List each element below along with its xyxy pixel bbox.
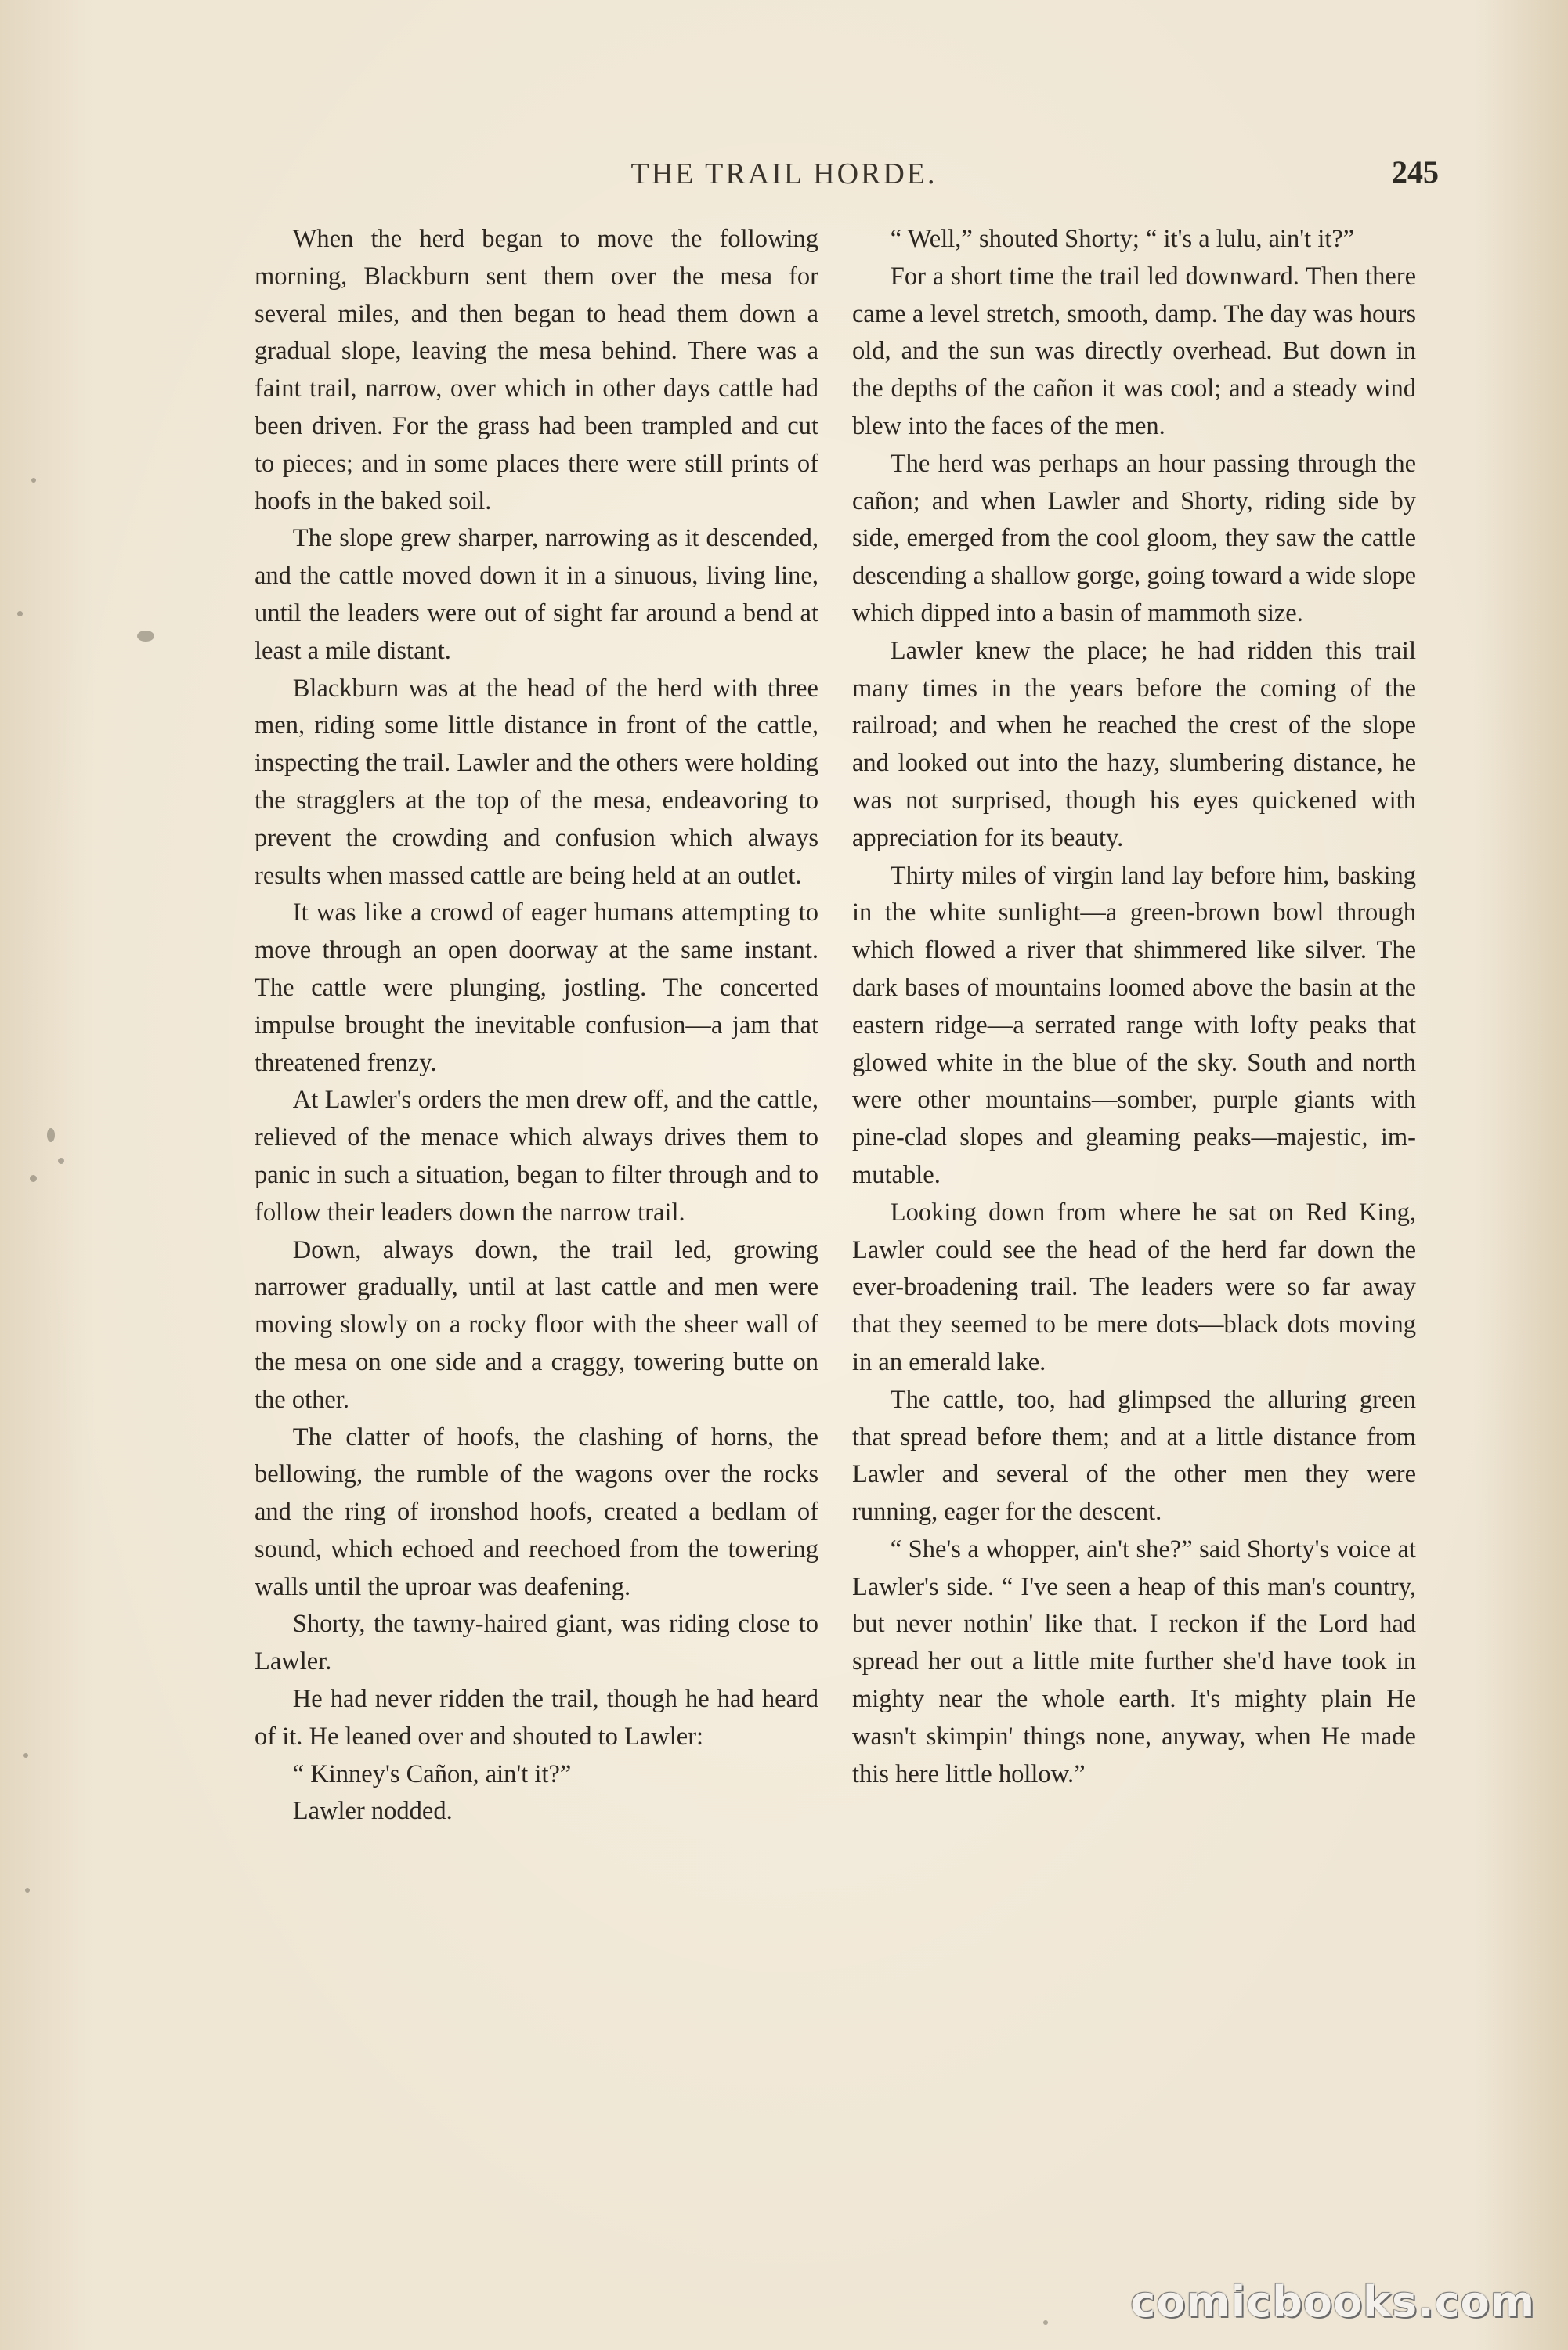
paper-speck (25, 1888, 30, 1893)
paper-speck (30, 1175, 37, 1182)
paragraph: “ Well,” shouted Shorty; “ it's a lulu, ain't it?” (890, 225, 1355, 253)
paragraph: Down, always down, the trail led, growing narrower gradually, until at last cattle and men were moving slowly on a rocky floor with the sheer wall of the mesa on one side and a craggy, towering butte on the other. (255, 1235, 818, 1414)
right-column (852, 221, 1416, 1793)
paragraph: The clatter of hoofs, the clashing of horns, the bellowing, the rumble of the wagons over the rocks and the ring of ironshod hoofs, created a bedlam of sound, which echoed and reechoed from the towering walls until the uproar was deafening. (255, 1423, 818, 1601)
paper-speck (137, 631, 154, 642)
paragraph: Shorty, the tawny-haired giant, was riding close to Lawler. (255, 1610, 818, 1676)
paragraph: “ Kinney's Cañon, ain't it?” (292, 1759, 572, 1788)
paragraph: It was like a crowd of eager humans attempting to move through an open doorway at the same instant. The cattle were plunging, jostling. The concerted impulse brought the inevitable confusion—a jam that threatened frenzy. (255, 898, 818, 1077)
paper-speck (31, 478, 36, 483)
paragraph: Lawler knew the place; he had ridden this trail many times in the years before the coming of the railroad; and when he reached the crest of the slope and looked out into the hazy, slumbering distance, he was not surprised, though his eyes quickened with appreciation for its beauty. (852, 636, 1416, 852)
paragraph: When the herd began to move the following morning, Blackburn sent them over the mesa for several miles, and then began to head them down a gradual slope, leaving the mesa behind. There was a faint trail, narrow, over which in other days cattle had been driven. For the grass had been trampled and cut to pieces; and in some places there were still prints of hoofs in the baked soil. (255, 225, 818, 515)
paragraph: “ She's a whopper, ain't she?” said Shorty's voice at Lawler's side. “ I've seen a heap of this man's country, but never nothin' like that. I reckon if the Lord had spread her out a little mite further she'd have took in mighty near the whole earth. It's mighty plain He wasn't skimpin' things none, anyway, when He made this here little hollow.” (852, 1535, 1416, 1788)
watermark-logo: comicbooks.com (1130, 2277, 1535, 2326)
paper-speck (58, 1158, 64, 1164)
paper-speck (47, 1128, 55, 1142)
paragraph: He had never ridden the trail, though he had heard of it. He leaned over and shouted to Lawler: (255, 1685, 818, 1751)
page-number: 245 (1392, 154, 1439, 190)
paper-speck (1043, 2320, 1048, 2325)
paragraph: Thirty miles of virgin land lay before him, basking in the white sunlight—a green-brown bowl through which flowed a river that shimmered like silver. The dark bases of mountains loomed above the basin at the eastern ridge—a serrated range with lofty peaks that glowed white in the blue of the sky. South and north were other mountains—somber, purple giants with pine-clad slopes and gleaming peaks—majestic, immutable. (852, 861, 1416, 1189)
paragraph: Lawler nodded. (292, 1797, 453, 1826)
paper-speck (23, 1753, 28, 1758)
paragraph: For a short time the trail led downward. Then there came a level stretch, smooth, damp. The day was hours old, and the sun was directly overhead. But down in the depths of the cañon it was cool; and a steady wind blew into the faces of the men. (852, 262, 1416, 440)
paragraph: Looking down from where he sat on Red King, Lawler could see the head of the herd far down the ever-broadening trail. The leaders were so far away that they seemed to be mere dots—black dots moving in an emerald lake. (852, 1198, 1416, 1376)
paragraph: Blackburn was at the head of the herd with three men, riding some little distance in front of the cattle, inspecting the trail. Lawler and the others were holding the stragglers at the top of the mesa, endeavoring to prevent the crowding and confusion which always results when massed cattle are being held at an outlet. (255, 674, 818, 890)
running-head (0, 154, 1568, 201)
paragraph: The slope grew sharper, narrowing as it descended, and the cattle moved down it in a sinuous, living line, until the leaders were out of sight far around a bend at least a mile distant. (255, 524, 818, 665)
paragraph: The herd was perhaps an hour passing through the cañon; and when Lawler and Shorty, riding side by side, emerged from the cool gloom, they saw the cattle descending a shallow gorge, going toward a wide slope which dipped into a basin of mammoth size. (852, 449, 1416, 627)
running-title: THE TRAIL HORDE. (630, 157, 938, 190)
paragraph: At Lawler's orders the men drew off, and the cattle, relieved of the menace which always drives them to panic in such a situation, began to filter through and to follow their leaders down the narrow trail. (255, 1086, 818, 1227)
paper-speck (17, 611, 23, 616)
paragraph: The cattle, too, had glimpsed the alluring green that spread before them; and at a little distance from Lawler and several of the other men they were running, eager for the descent. (852, 1385, 1416, 1527)
left-column (255, 221, 818, 1831)
